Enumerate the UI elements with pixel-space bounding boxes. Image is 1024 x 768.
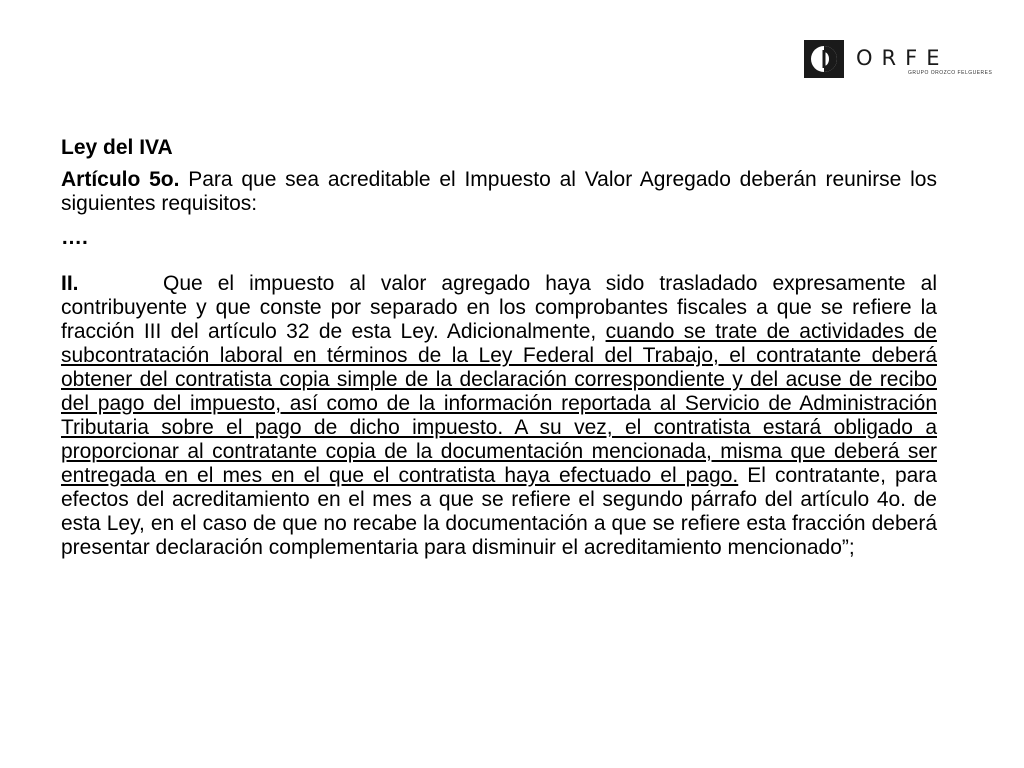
document-body (61, 136, 937, 560)
article-text: Para que sea acreditable el Impuesto al Valor Agregado deberán reunirse los siguientes requisitos: (61, 168, 937, 215)
orfe-logo (804, 40, 993, 80)
fraction-text-1: Que el impuesto al valor agregado haya sido trasladado expresamente al contribuyente y que conste por separado en los comprobantes fiscales a que se refiere la fracción III del artículo 32 de esta Ley. Adicionalmente, (61, 272, 937, 343)
orfe-logo-icon (804, 40, 844, 78)
fraction-label: II. (61, 272, 79, 295)
fraction-paragraph (61, 272, 937, 560)
article-label: Artículo 5o. (61, 168, 180, 191)
logo-brand-text: ORFE (856, 46, 949, 70)
fraction-text-underlined: cuando se trate de actividades de subcontratación laboral en términos de la Ley Federal del Trabajo, el contratante deberá obtener del contratista copia simple de la declaración correspondiente y del acuse de recibo del pago del impuesto, así como de la información reportada al Servicio de Administración Tributaria sobre el pago de dicho impuesto. A su vez, el contratista estará obligado a proporcionar al contratante copia de la documentación mencionada, misma que deberá ser entregada en el mes en el que el contratista haya efectuado el pago. (61, 320, 938, 487)
article-paragraph (61, 168, 937, 216)
logo-tagline: GRUPO OROZCO FELGUERES (908, 70, 993, 76)
document-title: Ley del IVA (61, 136, 173, 159)
fraction-text-2: El contratante, para efectos del acreditamiento en el mes a que se refiere el segundo párrafo del artículo 4o. de esta Ley, en el caso de que no recabe la documentación a que se refiere esta fracción deberá presentar declaración complementaria para disminuir el acreditamiento mencionado”; (61, 464, 937, 559)
ellipsis: …. (61, 226, 88, 249)
